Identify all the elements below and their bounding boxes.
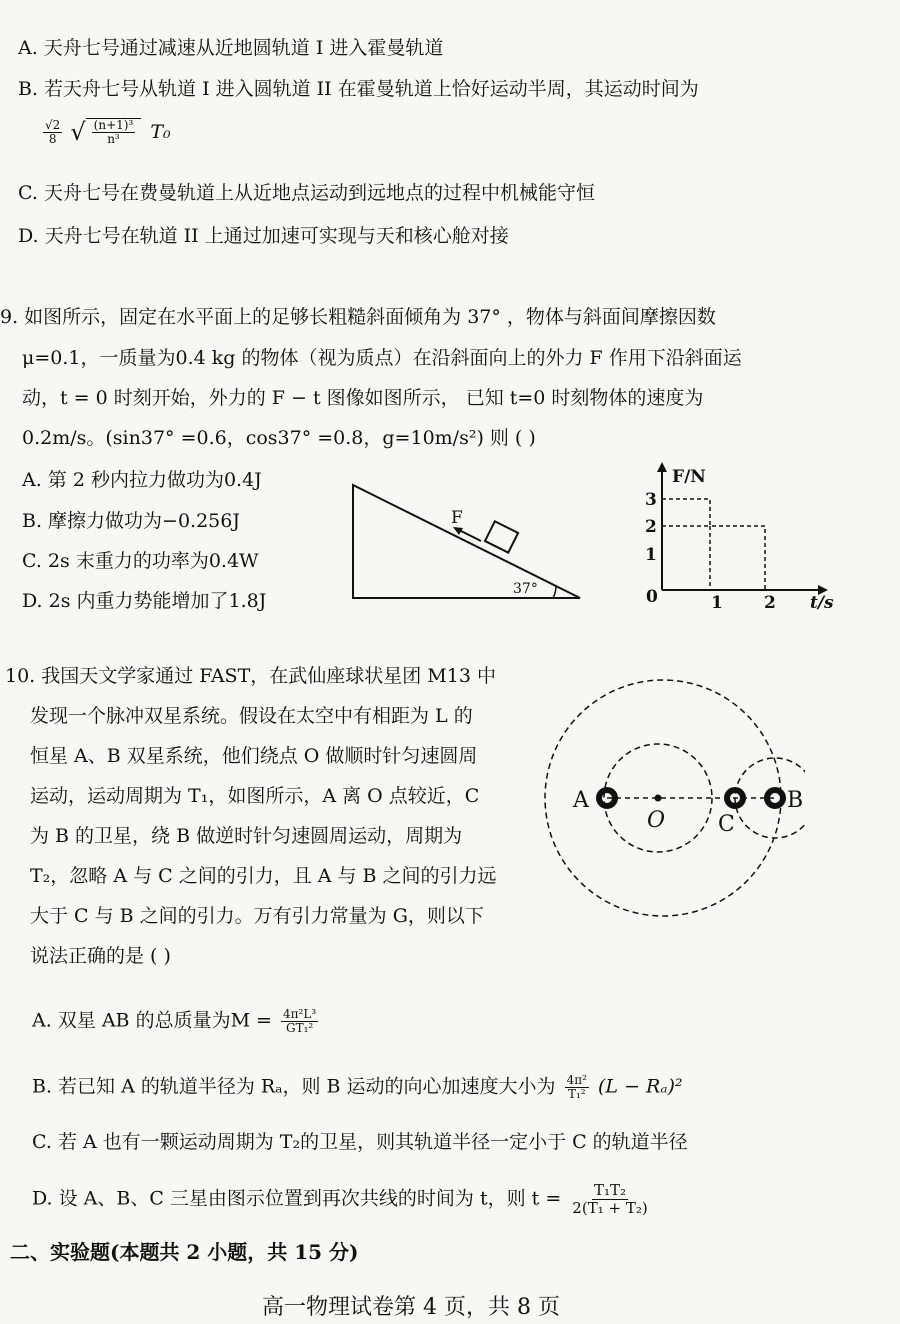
q9-option-a: A. 第 2 秒内拉力做功为0.4J: [22, 469, 262, 491]
radicand: [86, 118, 142, 146]
q10-line-4: 运动，运动周期为 T₁，如图所示，A 离 O 点较近，C: [30, 785, 480, 807]
q9-stem-line-2: μ=0.1，一质量为0.4 kg 的物体（视为质点）在沿斜面向上的外力 F 作用下沿斜面运: [22, 347, 742, 369]
q10-option-d-text: D. 设 A、B、C 三星由图示位置到再次共线的时间为 t，则 t =: [32, 1187, 562, 1210]
q10-option-a-text: A. 双星 AB 的总质量为M =: [32, 1009, 272, 1032]
q10-option-b-den: T₁²: [567, 1087, 586, 1101]
q9-option-c: C. 2s 末重力的功率为0.4W: [22, 550, 259, 572]
q8-option-c: C. 天舟七号在费曼轨道上从近地点运动到远地点的过程中机械能守恒: [18, 182, 595, 204]
angle-arc: [553, 585, 556, 598]
force-step-line: [662, 499, 765, 590]
q9-stem-line-1: 9. 如图所示，固定在水平面上的足够长粗糙斜面倾角为 37° ，物体与斜面间摩擦因数: [0, 306, 716, 328]
point-o: [655, 795, 662, 802]
q10-option-d-den: 2(T₁ + T₂): [572, 1199, 648, 1217]
q8-option-b: B. 若天舟七号从轨道 I 进入圆轨道 II 在霍曼轨道上恰好运动半周，其运动时间为: [18, 78, 699, 100]
q9-option-d: D. 2s 内重力势能增加了1.8J: [22, 590, 267, 612]
q10-option-a-num: 4π²L³: [283, 1007, 317, 1021]
formula-tail: T₀: [150, 121, 171, 143]
q10-line-3: 恒星 A、B 双星系统，他们绕点 O 做顺时针匀速圆周: [30, 745, 478, 767]
rad-num: (n+1)³: [93, 118, 134, 132]
q10-line-6: T₂，忽略 A 与 C 之间的引力，且 A 与 B 之间的引力远: [30, 865, 497, 887]
angle-label: 37°: [513, 581, 538, 597]
incline-diagram: [345, 475, 590, 610]
q10-line-1: 10. 我国天文学家通过 FAST，在武仙座球状星团 M13 中: [5, 665, 496, 687]
label-a: A: [573, 788, 589, 813]
q9-option-b: B. 摩擦力做功为−0.256J: [22, 510, 240, 532]
q10-option-b-tail: (L − Rₐ)²: [598, 1075, 683, 1098]
y-tick-1: 1: [645, 545, 657, 565]
x-axis-label: t/s: [810, 593, 834, 613]
q8-option-d: D. 天舟七号在轨道 II 上通过加速可实现与天和核心舱对接: [18, 225, 509, 247]
x-tick-2: 2: [764, 593, 776, 613]
sqrt-sign: √: [70, 118, 86, 146]
q10-option-a: [32, 1008, 321, 1035]
q9-stem-line-3: 动，t = 0 时刻开始，外力的 F − t 图像如图所示， 已知 t=0 时刻物体的速度为: [22, 387, 704, 409]
q10-option-d: [32, 1182, 653, 1217]
coef-den: 8: [48, 131, 57, 146]
coef-fraction: [43, 119, 62, 146]
binary-star-diagram: [535, 672, 805, 922]
y-axis-label: F/N: [672, 467, 706, 487]
label-b: B: [787, 788, 804, 813]
q10-line-5: 为 B 的卫星，绕 B 做逆时针匀速圆周运动，周期为: [30, 825, 463, 847]
q10-option-b-text: B. 若已知 A 的轨道半径为 Rₐ，则 B 运动的向心加速度大小为: [32, 1075, 556, 1098]
q10-line-7: 大于 C 与 B 之间的引力。万有引力常量为 G，则以下: [30, 905, 484, 927]
block: [485, 521, 518, 552]
q8-option-b-formula: [40, 118, 171, 146]
force-label: F: [451, 508, 463, 528]
q10-option-d-fraction: [570, 1182, 649, 1217]
origin-label: 0: [646, 587, 658, 607]
page-footer: 高一物理试卷第 4 页，共 8 页: [262, 1295, 560, 1320]
incline-triangle: [353, 485, 580, 598]
label-o: O: [647, 808, 666, 833]
q10-option-a-fraction: [281, 1008, 318, 1035]
q10-option-b-num: 4π²: [566, 1073, 587, 1087]
q8-option-a: A. 天舟七号通过减速从近地圆轨道 I 进入霍曼轨道: [18, 37, 444, 59]
q9-stem-line-4: 0.2m/s。(sin37° =0.6，cos37° =0.8，g=10m/s²) 则 ( ): [22, 427, 536, 449]
y-tick-2: 2: [645, 517, 657, 537]
q10-option-b: [32, 1074, 683, 1101]
q10-option-c: C. 若 A 也有一颗运动周期为 T₂的卫星，则其轨道半径一定小于 C 的轨道半径: [32, 1131, 688, 1153]
coef-num: √2: [45, 117, 61, 132]
q10-line-8: 说法正确的是 ( ): [30, 945, 171, 967]
x-tick-1: 1: [711, 593, 723, 613]
section-heading: 二、实验题(本题共 2 小题，共 15 分): [10, 1240, 359, 1264]
q10-stem: [5, 656, 497, 976]
label-c: C: [718, 812, 735, 837]
rad-den: n³: [107, 132, 120, 146]
q10-option-d-num: T₁T₂: [593, 1181, 627, 1199]
q10-option-a-den: GT₁²: [285, 1021, 314, 1035]
f-t-graph: [640, 460, 855, 615]
q10-option-b-fraction: [565, 1074, 589, 1101]
q10-line-2: 发现一个脉冲双星系统。假设在太空中有相距为 L 的: [30, 705, 473, 727]
y-tick-3: 3: [645, 490, 657, 510]
y-axis-arrow: [657, 462, 667, 472]
